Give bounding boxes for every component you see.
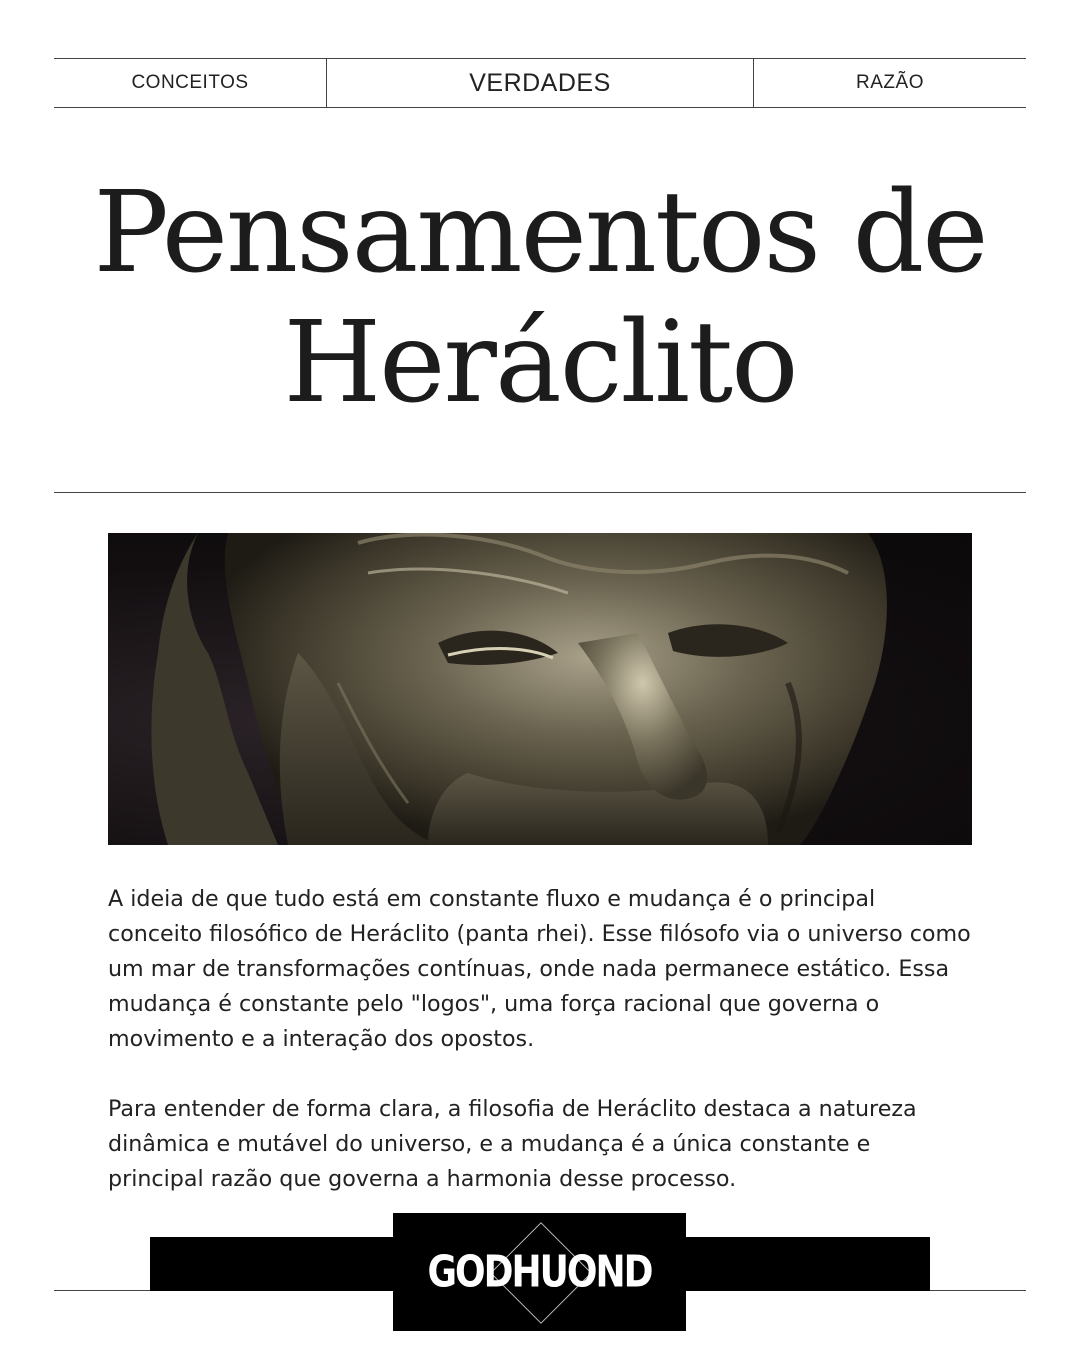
divider-top bbox=[54, 492, 1026, 493]
title-line-1: Pensamentos de bbox=[93, 168, 987, 298]
page-title bbox=[0, 168, 1080, 428]
paragraph-2: Para entender de forma clara, a filosofia de Heráclito destaca a natureza dinâmica e mutável do universo, e a mudança é a única constante e principal razão que governa a harmonia desse processo. bbox=[108, 1096, 917, 1192]
paragraph-1: A ideia de que tudo está em constante fluxo e mudança é o principal conceito filosófico de Heráclito (panta rhei). Esse filósofo via o universo como um mar de transformações contínuas, onde nada permanece estático. Essa mudança é constante pelo "logos", uma força racional que governa o movimento e a interação dos opostos. bbox=[108, 886, 971, 1052]
logo-text: GODHUOND bbox=[427, 1247, 652, 1297]
bust-illustration bbox=[108, 533, 972, 845]
top-nav bbox=[54, 58, 1026, 108]
title-line-2: Heráclito bbox=[283, 298, 797, 428]
brand-logo bbox=[393, 1213, 686, 1331]
nav-tab-verdades[interactable]: VERDADES bbox=[327, 59, 754, 107]
nav-tab-razao[interactable]: RAZÃO bbox=[856, 72, 924, 93]
nav-tab-conceitos[interactable]: CONCEITOS bbox=[54, 59, 327, 107]
heraclitus-bust-image bbox=[108, 533, 972, 845]
article-body bbox=[108, 882, 972, 1232]
